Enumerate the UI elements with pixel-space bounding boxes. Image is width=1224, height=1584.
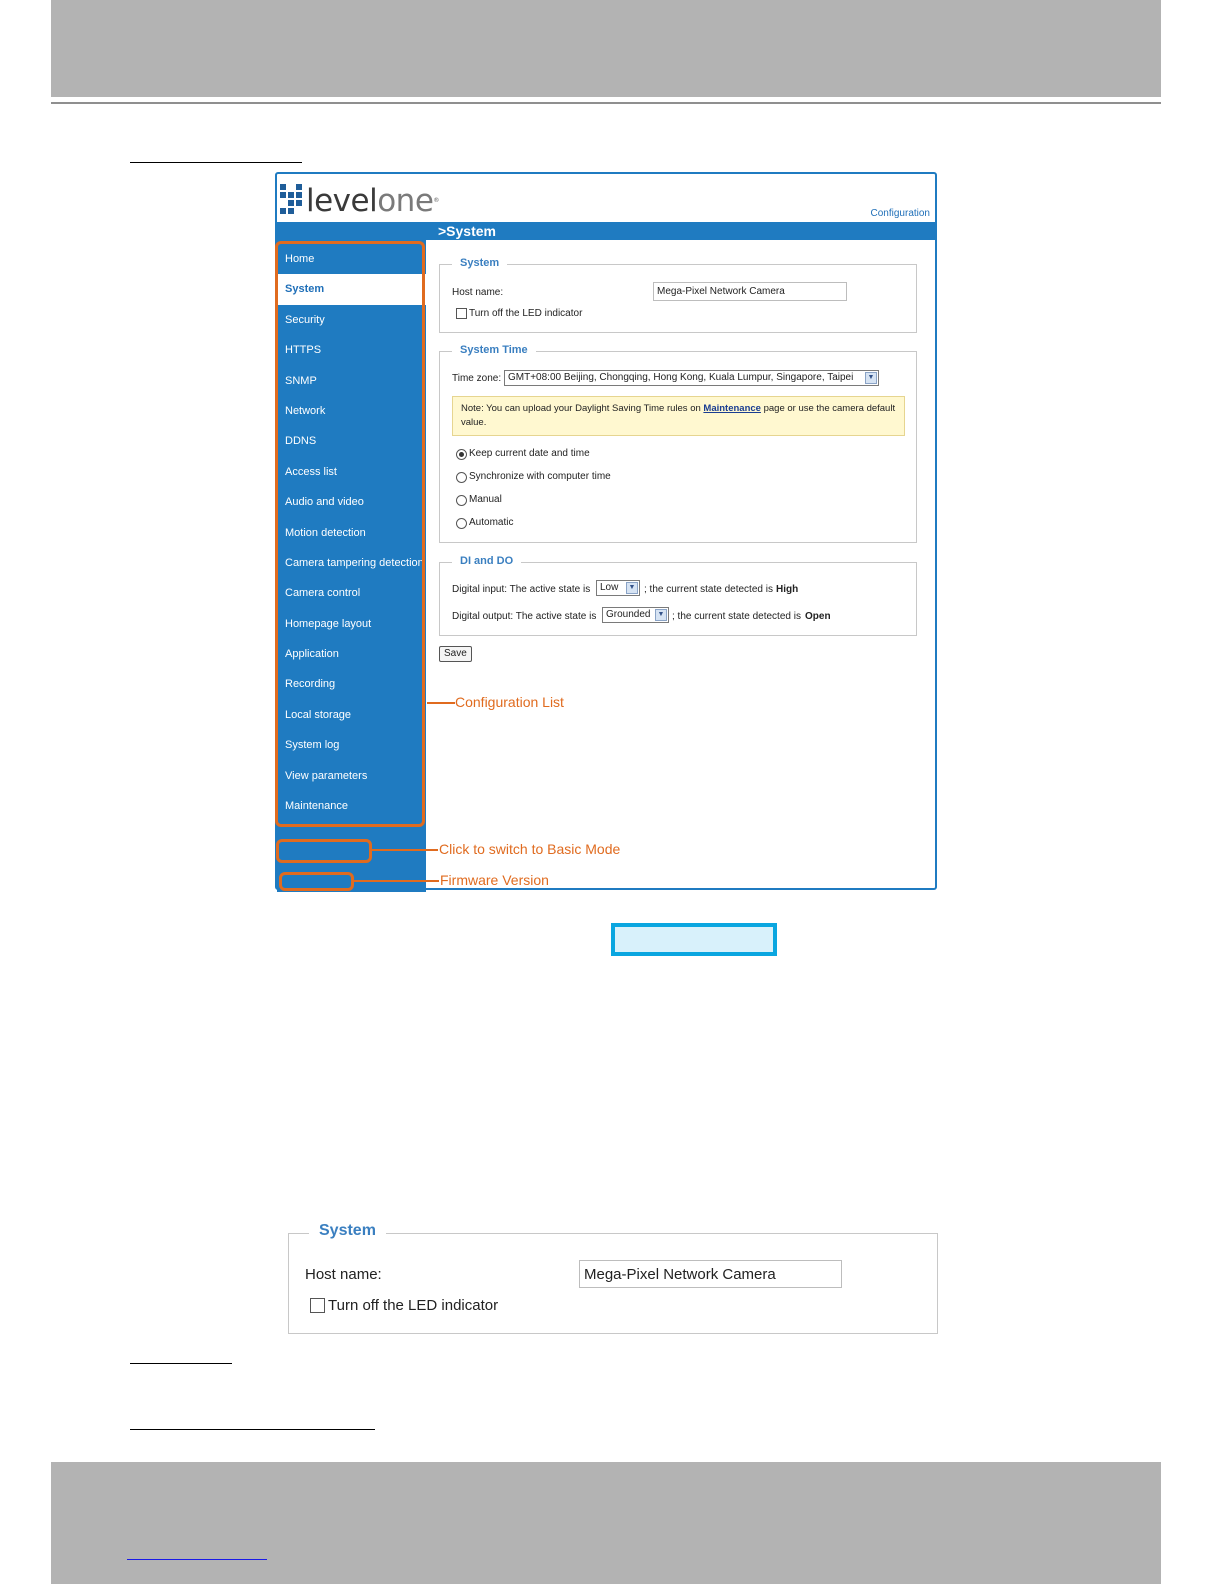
- sidebar-item-motion-detection[interactable]: Motion detection: [285, 526, 366, 539]
- time-option-radio[interactable]: [456, 518, 467, 529]
- time-zone-value: GMT+08:00 Beijing, Chongqing, Hong Kong, Kuala Lumpur, Singapore, Taipei: [508, 372, 854, 383]
- time-option-label: Keep current date and time: [469, 448, 590, 459]
- page-title: >System: [426, 222, 935, 240]
- callout-configuration-list: Configuration List: [455, 694, 564, 710]
- enlarged-host-name-label: Host name:: [305, 1266, 382, 1283]
- digital-input-state: High: [776, 584, 799, 595]
- sidebar-item-maintenance[interactable]: Maintenance: [285, 800, 348, 813]
- sidebar-item-security[interactable]: Security: [285, 313, 325, 326]
- time-option-label: Synchronize with computer time: [469, 471, 611, 482]
- time-option-radio[interactable]: [456, 472, 467, 483]
- system-time-legend: System Time: [452, 344, 536, 356]
- note-text-suffix: page or use the camera default value.: [461, 403, 896, 428]
- time-option-label: Automatic: [469, 517, 514, 528]
- led-label: Turn off the LED indicator: [469, 308, 583, 319]
- sidebar-item-local-storage[interactable]: Local storage: [285, 708, 352, 721]
- digital-input-label: Digital input: The active state is: [452, 584, 591, 595]
- section-heading-underline-3: [130, 1429, 375, 1430]
- sidebar-item-access-list[interactable]: Access list: [285, 465, 337, 478]
- save-button[interactable]: Save: [439, 646, 472, 662]
- sidebar-item-home[interactable]: Home: [285, 253, 315, 265]
- system-legend: System: [452, 257, 507, 269]
- callout-line-firmware: [354, 880, 439, 882]
- sidebar-item-network[interactable]: Network: [285, 404, 326, 417]
- digital-input-value: Low: [600, 582, 619, 593]
- enlarged-led-label: Turn off the LED indicator: [328, 1297, 499, 1314]
- highlight-box: [611, 923, 777, 956]
- callout-line-config-list: [427, 702, 455, 704]
- configuration-list-highlight: [275, 241, 425, 827]
- enlarged-system-legend: System: [309, 1222, 386, 1240]
- digital-input-select[interactable]: [596, 580, 640, 596]
- di-do-legend: DI and DO: [452, 555, 521, 567]
- digital-output-value: Grounded: [606, 609, 651, 620]
- page-footer-band: [51, 1462, 1161, 1584]
- sidebar-item-system[interactable]: System: [277, 274, 426, 304]
- levelone-logo: levelone®: [280, 184, 439, 218]
- configuration-link[interactable]: Configuration: [870, 208, 930, 219]
- di-do-fieldset: [439, 555, 917, 636]
- footer-link-underline: [127, 1559, 267, 1560]
- dst-note: [452, 396, 905, 436]
- enlarged-system-fieldset: [288, 1222, 938, 1334]
- sidebar-item-ddns[interactable]: DDNS: [285, 435, 317, 448]
- logo-text-one: one: [377, 183, 434, 219]
- time-option-radio[interactable]: [456, 449, 467, 460]
- basic-mode-highlight: [276, 839, 372, 863]
- basic-mode-link[interactable]: [ Basic mode ]: [285, 891, 355, 903]
- sidebar-item-view-parameters[interactable]: View parameters: [285, 769, 368, 782]
- note-text-prefix: Note: You can upload your Daylight Saving Time rules on: [461, 403, 704, 414]
- firmware-version: Version: 0100g: [285, 925, 342, 935]
- sidebar-item-recording[interactable]: Recording: [285, 678, 336, 691]
- sidebar-item-camera-control[interactable]: Camera control: [285, 587, 361, 600]
- sidebar-item-camera-tampering-detection[interactable]: Camera tampering detection: [285, 556, 424, 569]
- time-option-radio[interactable]: [456, 495, 467, 506]
- sidebar-item-system-log[interactable]: System log: [285, 739, 340, 752]
- section-heading-underline: [130, 162, 302, 163]
- system-time-fieldset: [439, 344, 917, 543]
- sidebar-item-snmp[interactable]: SNMP: [285, 374, 317, 387]
- digital-output-state-label: ; the current state detected is: [672, 611, 801, 622]
- firmware-version-highlight: [279, 872, 354, 891]
- callout-line-basic-mode: [372, 849, 438, 851]
- sidebar-item-https[interactable]: HTTPS: [285, 344, 322, 357]
- callout-firmware-version: Firmware Version: [440, 872, 549, 888]
- chevron-down-icon: ▼: [865, 372, 877, 384]
- sidebar-item-homepage-layout[interactable]: Homepage layout: [285, 617, 372, 630]
- digital-input-state-label: ; the current state detected is: [644, 584, 773, 595]
- page-header-band: [51, 0, 1161, 97]
- callout-basic-mode: Click to switch to Basic Mode: [439, 841, 621, 857]
- header-rule: [51, 102, 1161, 104]
- time-zone-select[interactable]: [504, 370, 879, 386]
- sidebar-item-application[interactable]: Application: [285, 648, 339, 661]
- section-heading-underline-2: [130, 1363, 232, 1364]
- chevron-down-icon: ▼: [626, 582, 638, 594]
- led-checkbox[interactable]: [456, 308, 467, 319]
- enlarged-led-checkbox[interactable]: [310, 1298, 325, 1313]
- sidebar-item-audio-and-video[interactable]: Audio and video: [285, 496, 364, 509]
- host-name-label: Host name:: [452, 287, 504, 298]
- digital-output-state: Open: [805, 611, 831, 622]
- time-zone-label: Time zone:: [452, 373, 502, 384]
- time-option-label: Manual: [469, 494, 502, 505]
- chevron-down-icon: ▼: [655, 609, 667, 621]
- system-fieldset: [439, 257, 917, 333]
- logo-text-level: level: [306, 183, 378, 219]
- logo-mark-icon: [280, 184, 302, 218]
- digital-output-select[interactable]: [602, 607, 669, 623]
- host-name-input[interactable]: [653, 282, 847, 301]
- maintenance-link[interactable]: Maintenance: [703, 403, 761, 414]
- enlarged-host-name-input[interactable]: [579, 1260, 842, 1288]
- digital-output-label: Digital output: The active state is: [452, 611, 597, 622]
